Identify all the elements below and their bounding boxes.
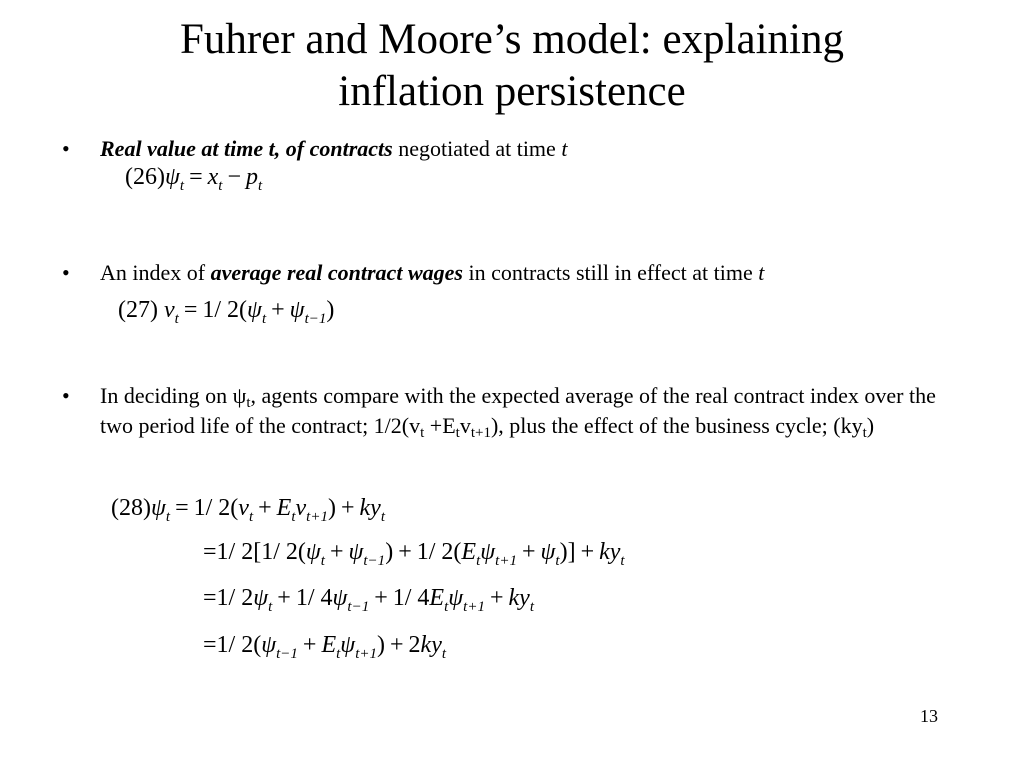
equation-label: (28) <box>111 495 151 521</box>
bullet-t-text: t <box>561 136 568 161</box>
bullet-text <box>100 381 960 441</box>
bullet-marker: • <box>62 260 70 285</box>
text-part: , agents compare with the expected average of the real contract index over the two period life of the contract; 1/2(v <box>100 383 936 438</box>
bullet-real-value <box>62 134 962 164</box>
bullet-text <box>100 134 962 164</box>
slide-number: 13 <box>920 706 938 726</box>
text-part: ) <box>866 413 875 438</box>
bullet-deciding <box>62 381 962 441</box>
equation-28-line-1: $(28)\psi_t = 1/$ $2(v_t + E_tv_{t+1}) + ky_t$ <box>111 495 385 525</box>
equation-label: (27) <box>118 297 158 323</box>
bullet-average-index <box>62 258 962 288</box>
bullet-pre-text: An index of <box>100 260 211 285</box>
bullet-marker: • <box>62 136 70 161</box>
equation-28-line-4: =1/ $2(\psi_{t-1} + E_t\psi_{t+1}) + 2ky_t$ <box>203 632 447 662</box>
title-line-2: inflation persistence <box>338 68 686 115</box>
bullet-t-text: t <box>758 260 765 285</box>
text-part: In deciding on ψ <box>100 383 247 408</box>
bullet-marker: • <box>62 383 70 408</box>
bullet-rest-text: negotiated at time <box>392 136 562 161</box>
title-line-1: Fuhrer and Moore’s model: explaining <box>180 16 844 63</box>
bullet-bold-text: Real value at time t, of contracts <box>100 136 393 161</box>
bullet-bold-text: average real contract wages <box>210 260 463 285</box>
bullet-text <box>100 258 962 288</box>
text-part: ), plus the effect of the business cycle; (ky <box>490 413 863 438</box>
equation-27: (27) $v_t = 1/$ $2(\psi_t + \psi_{t-1})$ <box>118 297 335 327</box>
text-part: +E <box>424 413 456 438</box>
text-part: v <box>459 413 471 438</box>
subscript: t <box>246 395 251 411</box>
subscript: t <box>455 425 460 441</box>
bullet-rest-text: in contracts still in effect at time <box>462 260 759 285</box>
equation-28-line-3: =1/ $2\psi_t + 1/$ $4\psi_{t-1} + 1/$ $4E_t\psi_{t+1} + ky_t$ <box>203 585 534 615</box>
subscript: t <box>862 425 867 441</box>
subscript: t <box>420 425 425 441</box>
slide-title <box>0 14 1024 118</box>
subscript: t+1 <box>470 425 491 441</box>
equation-28-line-2: =1/ 2[1/ $2(\psi_t + \psi_{t-1}) + 1/$ $2(E_t\psi_{t+1} + \psi_t)] + ky_t$ <box>203 539 625 569</box>
equation-26: $(26)\psi_t = x_t - p_t$ <box>125 164 263 194</box>
equation-label: (26) <box>125 164 165 190</box>
